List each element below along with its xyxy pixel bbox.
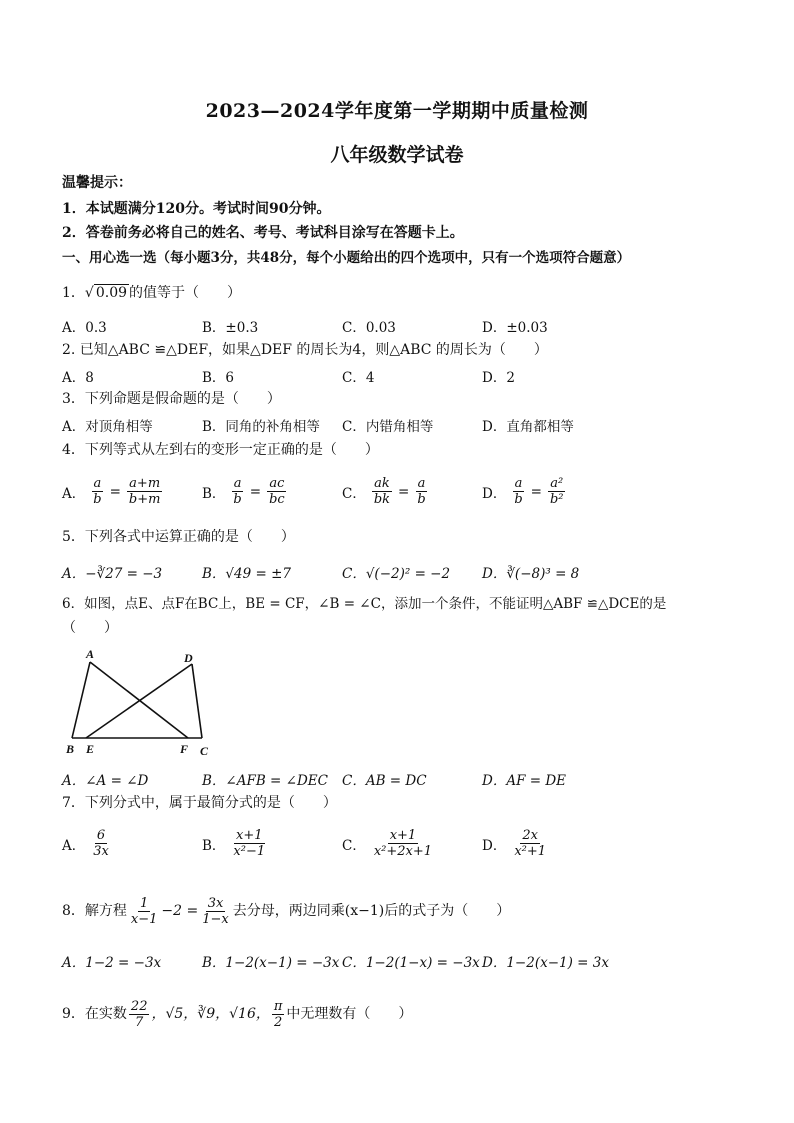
q7-c-fraction: $\frac{x+1}{\text{x²+2x+1}}$: [373, 828, 433, 859]
q1-options: [62, 316, 742, 338]
question-5: 5．下列各式中运算正确的是（ ）: [62, 529, 295, 545]
q8-option-c[interactable]: C．1−2(1−x) = −3x: [342, 955, 480, 971]
q4-options: [62, 476, 742, 514]
line-af: [90, 662, 188, 738]
question-7: 7．下列分式中，属于最简分式的是（ ）: [62, 795, 337, 811]
triangle-figure: [62, 648, 222, 760]
q7-option-d[interactable]: [482, 828, 550, 859]
q6-options: [62, 769, 742, 791]
q9-prefix: 9．在实数: [62, 1006, 127, 1022]
q4-option-a[interactable]: [62, 476, 164, 507]
q7-d-fraction: $\frac{2x}{\text{x²+1}}$: [514, 828, 547, 859]
q4-option-b[interactable]: [202, 476, 289, 507]
q3-option-d[interactable]: D．直角都相等: [482, 419, 574, 435]
question-4: 4．下列等式从左到右的变形一定正确的是（ ）: [62, 442, 379, 458]
q4-b-left-fraction: $\frac{a}{b}$: [233, 476, 242, 507]
notice-item-1: 1．本试题满分120分。考试时间90分钟。: [62, 201, 331, 217]
q1-suffix: 的值等于（ ）: [129, 285, 242, 301]
q4-a-left-fraction: $\frac{a}{b}$: [93, 476, 102, 507]
question-9: [62, 996, 412, 1032]
q7-a-label: A．: [62, 837, 86, 854]
q4-d-right-fraction: $\frac{\text{a²}}{\text{b²}}$: [549, 476, 564, 507]
q4-b-right-fraction: $\frac{ac}{bc}$: [269, 476, 285, 507]
q6-option-b[interactable]: B．∠AFB = ∠DEC: [202, 773, 328, 789]
q8-option-a[interactable]: A．1−2 = −3x: [62, 955, 162, 971]
q1-option-b[interactable]: B．±0.3: [202, 320, 259, 336]
q4-c-right-fraction: $\frac{a}{b}$: [417, 476, 426, 507]
question-2: 2. 已知△ABC ≌△DEF，如果△DEF 的周长为4，则△ABC 的周长为（ ）: [62, 342, 548, 358]
q7-option-b[interactable]: [202, 828, 269, 859]
q8-fraction-2: $\frac{3x}{1-x}$: [202, 895, 229, 927]
q2-option-b[interactable]: B．6: [202, 370, 235, 386]
q9-pi-fraction: $\frac{\pi}{2}$: [273, 998, 283, 1030]
q7-option-a[interactable]: [62, 828, 113, 859]
q4-a-right-fraction: $\frac{a+m}{b+m}$: [128, 476, 161, 507]
notice-item-2: 2．答卷前务必将自己的姓名、考号、考试科目涂写在答题卡上。: [62, 225, 464, 241]
sqrt-symbol: √: [84, 285, 94, 301]
point-d-label: D: [184, 651, 193, 665]
line-de: [86, 664, 192, 738]
point-c-label: C: [200, 744, 209, 758]
q7-b-label: B．: [202, 837, 226, 854]
line-dc: [192, 664, 202, 738]
q5-option-d[interactable]: D．∛(−8)³ = 8: [482, 566, 580, 582]
equals-sign: =: [398, 483, 410, 500]
question-1: [62, 284, 241, 302]
q4-d-left-fraction: $\frac{a}{b}$: [514, 476, 523, 507]
q8-option-d[interactable]: D．1−2(x−1) = 3x: [482, 955, 609, 971]
q7-option-c[interactable]: [342, 828, 436, 859]
q4-c-label: C．: [342, 485, 366, 502]
q3-option-b[interactable]: B．同角的补角相等: [202, 419, 320, 435]
question-6: 6．如图，点E、点F在BC上，BE = CF，∠B = ∠C，添加一个条件，不能证明△ABF ≌△DCE的是: [62, 596, 667, 612]
q1-option-c[interactable]: C．0.03: [342, 320, 396, 336]
q9-number-list: ，√5，∛9，√16，: [151, 1006, 270, 1022]
q5-option-a[interactable]: A．−∛27 = −3: [62, 566, 163, 582]
q7-a-fraction: $\frac{6}{3x}$: [93, 828, 109, 859]
q4-a-label: A．: [62, 485, 86, 502]
q1-radicand: 0.09: [95, 285, 128, 301]
q4-option-d[interactable]: [482, 476, 568, 507]
exam-title: 2023—2024学年度第一学期期中质量检测: [205, 100, 589, 122]
q7-b-fraction: $\frac{x+1}{\text{x²−1}}$: [233, 828, 266, 859]
point-f-label: F: [180, 742, 189, 756]
point-e-label: E: [86, 742, 95, 756]
q4-c-left-fraction: $\frac{ak}{bk}$: [373, 476, 391, 507]
q3-option-c[interactable]: C．内错角相等: [342, 419, 434, 435]
q4-b-label: B．: [202, 485, 226, 502]
notice-heading: 温馨提示：: [62, 175, 132, 191]
equals-sign: =: [530, 483, 542, 500]
q4-option-c[interactable]: [342, 476, 430, 507]
q1-prefix: 1．: [62, 285, 85, 301]
exam-subtitle: 八年级数学试卷: [330, 144, 464, 166]
q6-option-a[interactable]: A．∠A = ∠D: [62, 773, 149, 789]
q5-options: [62, 562, 742, 584]
q4-d-label: D．: [482, 485, 507, 502]
question-6-blank: （ ）: [62, 620, 118, 636]
line-ab: [72, 662, 90, 738]
equals-sign: =: [249, 483, 262, 500]
q3-option-a[interactable]: A．对顶角相等: [62, 419, 153, 435]
q2-option-d[interactable]: D．2: [482, 370, 515, 386]
q8-options: [62, 951, 742, 973]
point-b-label: B: [66, 742, 75, 756]
q8-suffix: 去分母，两边同乘(x−1)后的式子为（ ）: [232, 903, 511, 919]
q9-suffix: 中无理数有（ ）: [286, 1006, 413, 1022]
q8-prefix: 8．解方程: [62, 903, 127, 919]
q8-middle: −2 =: [161, 903, 199, 919]
q2-option-a[interactable]: A．8: [62, 370, 94, 386]
q3-options: [62, 415, 742, 437]
question-8: [62, 893, 510, 929]
q1-option-d[interactable]: D．±0.03: [482, 320, 548, 336]
q6-option-c[interactable]: C．AB = DC: [342, 773, 427, 789]
q7-options: [62, 828, 742, 866]
q7-d-label: D．: [482, 837, 507, 854]
q2-option-c[interactable]: C．4: [342, 370, 375, 386]
q8-fraction-1: $\frac{1}{x-1}$: [130, 895, 158, 927]
q6-option-d[interactable]: D．AF = DE: [482, 773, 567, 789]
q7-c-label: C．: [342, 837, 366, 854]
question-3: 3．下列命题是假命题的是（ ）: [62, 391, 281, 407]
equals-sign: =: [109, 483, 121, 500]
section-heading: 一、用心选一选（每小题3分，共48分，每个小题给出的四个选项中，只有一个选项符合题意）: [62, 250, 631, 266]
q1-option-a[interactable]: A．0.3: [62, 320, 107, 336]
q5-option-b[interactable]: B．√49 = ±7: [202, 566, 291, 582]
q8-option-b[interactable]: B．1−2(x−1) = −3x: [202, 955, 340, 971]
q9-fraction: $\frac{22}{7}$: [130, 998, 148, 1030]
point-a-label: A: [86, 648, 95, 661]
q2-options: [62, 366, 742, 388]
q5-option-c[interactable]: C．√(−2)² = −2: [342, 566, 451, 582]
